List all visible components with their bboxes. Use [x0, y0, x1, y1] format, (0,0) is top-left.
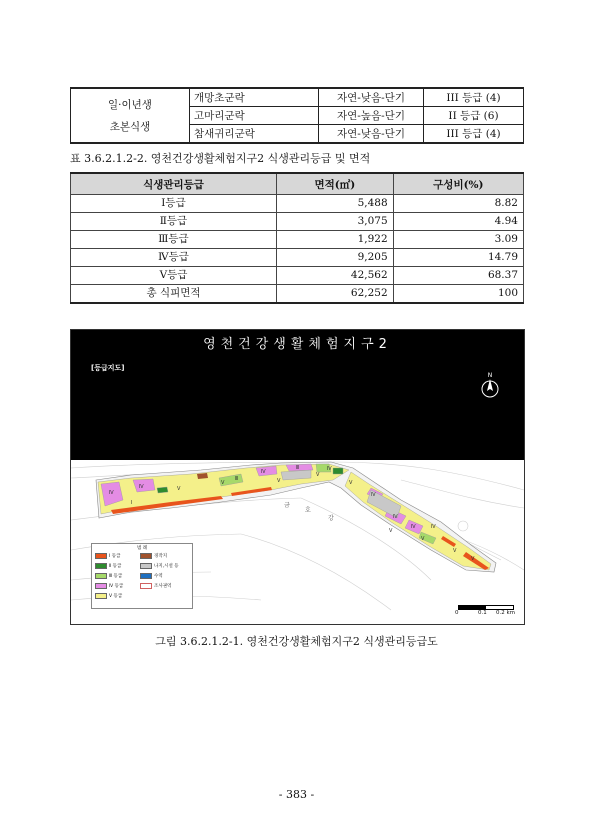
- legend-item: [95, 563, 121, 569]
- river-label-char: 호: [305, 507, 311, 514]
- legend-swatch: [140, 583, 152, 589]
- zone-label: Ⅳ: [393, 514, 398, 520]
- grade-area: 1,922: [277, 231, 394, 249]
- legend-item: [95, 553, 120, 559]
- legend-swatch: [95, 583, 107, 589]
- legend-item: [140, 563, 179, 569]
- group-label-line2: 초본식생: [109, 120, 151, 133]
- zone-label: Ⅳ: [139, 484, 144, 490]
- grade-5-area: [98, 464, 349, 514]
- grade-4-area: [133, 479, 155, 492]
- grade-2-area: [157, 487, 168, 493]
- legend-label: Ⅲ 등급: [109, 574, 123, 579]
- grade-name: Ⅱ등급: [71, 213, 277, 231]
- map-legend: [91, 543, 193, 609]
- zone-label: Ⅳ: [411, 524, 416, 530]
- grade-name: 총 식피면적: [71, 285, 277, 304]
- grade-name: Ⅳ등급: [71, 249, 277, 267]
- zone-label: Ⅳ: [371, 492, 376, 498]
- legend-swatch: [95, 563, 107, 569]
- zone-label: Ⅳ: [261, 469, 266, 475]
- legend-swatch: [95, 553, 107, 559]
- grade-2-area: [333, 468, 343, 474]
- header-area: 면적(㎡): [277, 173, 394, 195]
- river-label-char: 금: [284, 502, 290, 509]
- page-number: - 383 -: [278, 788, 315, 801]
- zone-label: Ⅴ: [389, 528, 393, 534]
- legend-item: [140, 553, 167, 559]
- grade-area: 9,205: [277, 249, 394, 267]
- legend-swatch: [140, 563, 152, 569]
- grade-area: 5,488: [277, 195, 394, 213]
- grade-ratio: 4.94: [393, 213, 523, 231]
- community-name: 참새귀리군락: [190, 125, 319, 144]
- legend-label: Ⅴ 등급: [109, 594, 123, 599]
- grade-name: Ⅴ등급: [71, 267, 277, 285]
- community-type: 자연-낮음-단기: [319, 88, 424, 107]
- zone-label: Ⅳ: [431, 524, 436, 530]
- grade-ratio: 100: [393, 285, 523, 304]
- legend-item: [140, 573, 163, 579]
- scale-bar: [454, 605, 518, 619]
- scale-label: 0: [455, 610, 459, 616]
- map-subtitle: [등급지도]: [91, 364, 125, 372]
- north-label: N: [487, 372, 493, 379]
- grade-ratio: 68.37: [393, 267, 523, 285]
- zone-label: Ⅴ: [421, 536, 425, 542]
- zone-label: Ⅳ: [109, 490, 114, 496]
- grade-4-area: [256, 466, 277, 476]
- table-row: [71, 213, 524, 231]
- table-row: [71, 88, 524, 107]
- zone-label: Ⅴ: [471, 556, 475, 562]
- legend-swatch: [140, 553, 152, 559]
- table-caption: 표 3.6.2.1.2-2. 영천건강생활체험지구2 식생관리등급 및 면적: [70, 152, 371, 165]
- table-header-row: [71, 173, 524, 195]
- river-label: [284, 501, 334, 522]
- map-header: [71, 330, 524, 460]
- grade-ratio: 3.09: [393, 231, 523, 249]
- table-row: [71, 267, 524, 285]
- zone-label: Ⅴ: [277, 478, 281, 484]
- zone-label: Ⅲ: [296, 465, 300, 471]
- legend-swatch: [95, 593, 107, 599]
- grade-area: 3,075: [277, 213, 394, 231]
- community-table: [70, 87, 524, 144]
- legend-title: 범 례: [136, 546, 148, 551]
- table-row: [71, 231, 524, 249]
- legend-item: [95, 593, 122, 599]
- grade-table: [70, 172, 524, 304]
- legend-label: Ⅳ 등급: [109, 584, 124, 589]
- legend-label: 경작지: [154, 554, 168, 559]
- grade-name: Ⅰ등급: [71, 195, 277, 213]
- zone-label: Ⅰ: [131, 500, 133, 506]
- community-grade: II 등급 (6): [424, 107, 524, 125]
- grade-area: 62,252: [277, 285, 394, 304]
- zone-label: Ⅴ: [177, 486, 181, 492]
- north-arrow-icon: [477, 372, 503, 400]
- legend-item: [95, 573, 122, 579]
- zone-label: Ⅴ: [316, 472, 320, 478]
- table-row: [71, 195, 524, 213]
- grade-ratio: 14.79: [393, 249, 523, 267]
- zone-label: Ⅴ: [221, 480, 225, 486]
- header-ratio: 구성비(%): [393, 173, 523, 195]
- legend-label: 수역: [154, 574, 163, 579]
- zone-label: Ⅲ: [235, 476, 239, 482]
- legend-label: Ⅰ 등급: [109, 554, 121, 559]
- legend-label: 나지,시설 등: [154, 564, 179, 569]
- zone-label: Ⅳ: [327, 466, 332, 472]
- community-grade: III 등급 (4): [424, 125, 524, 144]
- scale-label: 0.1: [478, 610, 487, 616]
- legend-label: 조사권역: [154, 584, 172, 589]
- legend-swatch: [95, 573, 107, 579]
- header-grade: 식생관리등급: [71, 173, 277, 195]
- group-cell: [71, 88, 190, 143]
- map-title: 영천건강생활체험지구2: [203, 337, 392, 352]
- community-name: 개망초군락: [190, 88, 319, 107]
- grade-area: 42,562: [277, 267, 394, 285]
- legend-item: [140, 583, 171, 589]
- table-row: [71, 285, 524, 304]
- community-type: 자연-낮음-단기: [319, 125, 424, 144]
- zone-label: Ⅴ: [453, 548, 457, 554]
- legend-swatch: [140, 573, 152, 579]
- group-label-line1: 일·이년생: [108, 98, 152, 111]
- bare-area: [281, 470, 311, 480]
- zone-label: Ⅴ: [349, 480, 353, 486]
- legend-label: Ⅱ 등급: [109, 564, 122, 569]
- figure-caption: 그림 3.6.2.1.2-1. 영천건강생활체험지구2 식생관리등급도: [155, 635, 438, 648]
- scale-label: 0.2 km: [496, 610, 516, 616]
- community-name: 고마리군락: [190, 107, 319, 125]
- legend-item: [95, 583, 123, 589]
- grade-ratio: 8.82: [393, 195, 523, 213]
- table-row: [71, 249, 524, 267]
- vegetation-grade-map: [70, 329, 525, 625]
- community-grade: III 등급 (4): [424, 88, 524, 107]
- river-label-char: 강: [328, 515, 334, 522]
- grade-name: Ⅲ등급: [71, 231, 277, 249]
- cultivated-area: [197, 473, 208, 479]
- community-type: 자연-높음-단기: [319, 107, 424, 125]
